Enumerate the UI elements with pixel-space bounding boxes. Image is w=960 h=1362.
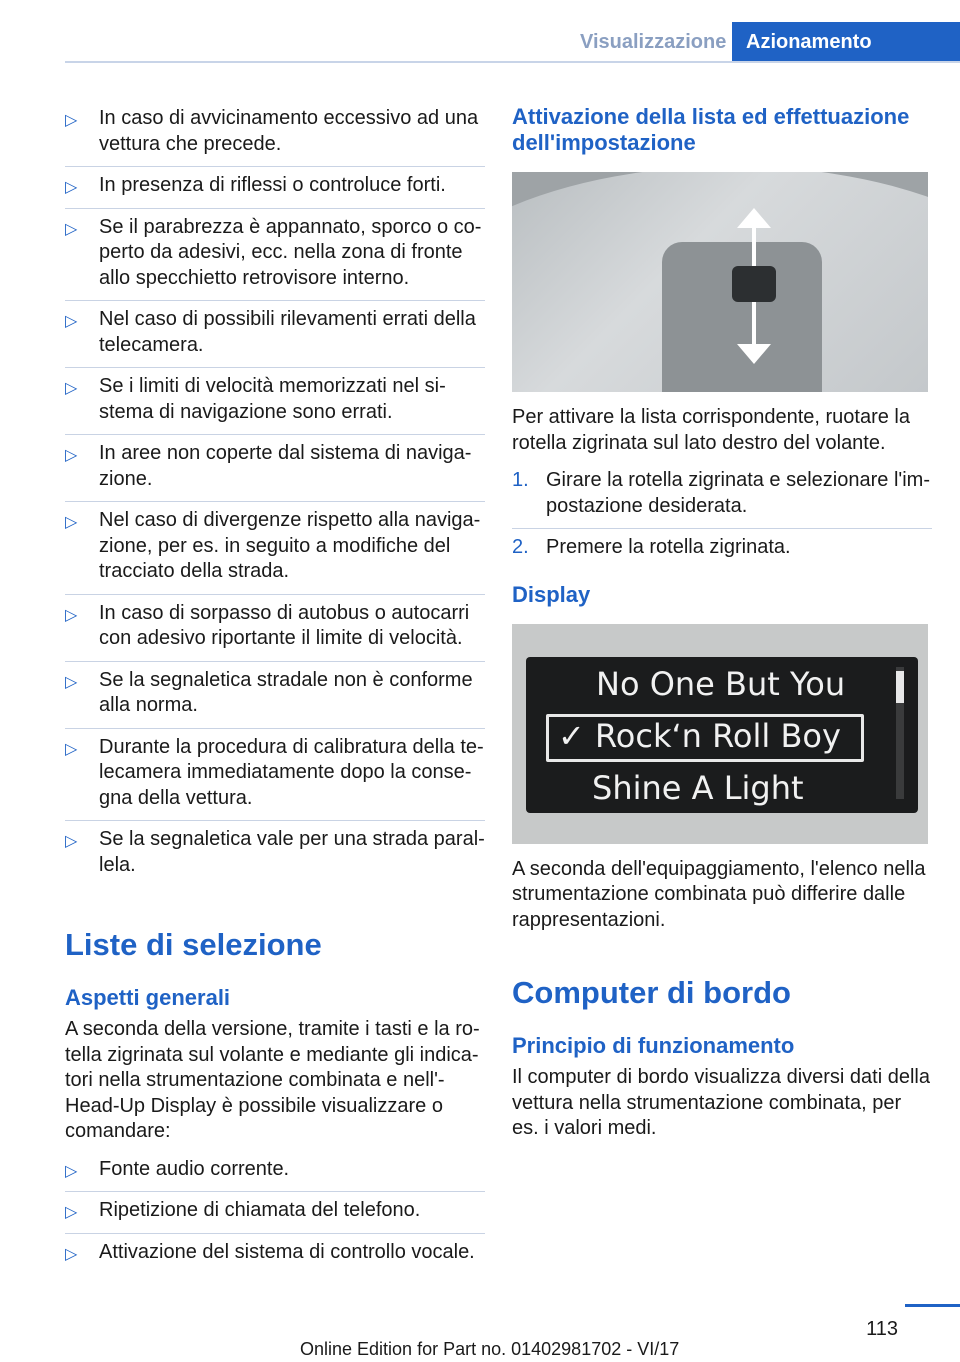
- list-item-text: Nel caso di divergenze rispetto alla naviga‐zione, per es. in seguito a modifiche del tracciato della strada.: [99, 509, 481, 582]
- list-item-text: Se la segnaletica stradale non è conforme alla norma.: [99, 668, 473, 716]
- triangle-bullet-icon: ▷: [65, 313, 78, 330]
- step-number: 1.: [512, 469, 529, 491]
- computer-paragraph: Il computer di bordo visualizza diversi dati della vettura nella strumentazione combinata, per es. i valori medi.: [512, 1066, 930, 1139]
- list-item: [65, 729, 485, 822]
- list-item: [65, 301, 485, 368]
- list-item-text: Fonte audio corrente.: [99, 1157, 290, 1180]
- triangle-bullet-icon: ▷: [65, 112, 78, 129]
- triangle-bullet-icon: ▷: [65, 1204, 78, 1221]
- page-number: 113: [866, 1318, 898, 1340]
- list-item: [65, 209, 485, 302]
- tab-visualizzazione[interactable]: Visualizzazione: [580, 31, 727, 53]
- steering-wheel-spoke: [662, 242, 822, 392]
- header-tabs: [560, 22, 960, 62]
- controllable-items-list: [65, 1151, 485, 1275]
- triangle-bullet-icon: ▷: [65, 740, 78, 758]
- list-item: [65, 595, 485, 662]
- step-text: Girare la rotella zigrinata e selezionare l'im‐postazione desiderata.: [546, 469, 930, 517]
- instrument-display-screen: [526, 657, 918, 813]
- list-item-text: In aree non coperte dal sistema di naviga‐zione.: [99, 442, 472, 490]
- section-title-liste: Liste di selezione: [65, 927, 322, 962]
- arrow-down-icon: [737, 344, 771, 364]
- list-item: [65, 821, 485, 887]
- steps-list: [512, 462, 932, 570]
- steering-wheel-illustration: [512, 172, 928, 392]
- list-item-text: Attivazione del sistema di controllo vocale.: [99, 1240, 475, 1263]
- list-item: [65, 100, 485, 167]
- triangle-bullet-icon: ▷: [65, 514, 78, 531]
- subsection-title-aspetti: Aspetti generali: [65, 985, 231, 1010]
- right-column: [512, 100, 932, 1142]
- header-divider: [65, 61, 960, 63]
- thumbwheel: [732, 266, 776, 302]
- subsection-title-principio: Principio di funzionamento: [512, 1033, 795, 1058]
- list-item: [65, 662, 485, 729]
- display-row-1: No One But You: [596, 664, 846, 703]
- list-item-text: Se il parabrezza è appannato, sporco o co‐perto da adesivi, ecc. nella zona di fronte allo specchietto retrovisore interno.: [99, 215, 482, 289]
- list-item-text: Se i limiti di velocità memorizzati nel si‐stema di navigazione sono errati.: [99, 375, 446, 423]
- list-item: [65, 167, 485, 209]
- list-item-text: Ripetizione di chiamata del telefono.: [99, 1199, 421, 1221]
- display-paragraph: A seconda dell'equipaggiamento, l'elenco nella strumentazione combinata può differire dalle rappresentazioni.: [512, 857, 926, 931]
- section-title-computer: Computer di bordo: [512, 975, 791, 1010]
- edition-footer: Online Edition for Part no. 01402981702 - VI/17: [300, 1339, 680, 1359]
- step-item: [512, 529, 932, 570]
- footer-divider: [905, 1304, 960, 1307]
- intro-paragraph: A seconda della versione, tramite i tasti e la ro‐tella zigrinata sul volante e mediante gli indica‐tori nella strumentazione combinata e nell'‐Head-Up Display è possibile visualizzare o comandare:: [65, 1018, 480, 1142]
- triangle-bullet-icon: ▷: [65, 380, 78, 397]
- triangle-bullet-icon: ▷: [65, 606, 78, 624]
- triangle-bullet-icon: ▷: [65, 833, 78, 850]
- activation-paragraph: Per attivare la lista corrispondente, ruotare la rotella zigrinata sul lato destro del volante.: [512, 406, 910, 454]
- list-item: [65, 1192, 485, 1234]
- subsection-title-display: Display: [512, 581, 591, 607]
- display-scrollbar-thumb: [896, 671, 904, 703]
- list-item-text: In caso di sorpasso di autobus o autocarri con adesivo riportante il limite di velocità.: [99, 601, 470, 649]
- arrow-up-icon: [737, 208, 771, 228]
- list-item: [65, 1234, 485, 1275]
- tab-azionamento[interactable]: Azionamento: [732, 22, 960, 62]
- triangle-bullet-icon: ▷: [65, 1245, 78, 1263]
- left-column: [65, 100, 485, 1274]
- step-text: Premere la rotella zigrinata.: [546, 536, 791, 558]
- display-row-2-selected: ✓ Rock‘n Roll Boy: [558, 716, 841, 755]
- display-illustration: [512, 624, 928, 844]
- subsection-title-attivazione: Attivazione della lista ed effettuazione dell'impostazione: [512, 104, 910, 155]
- list-item-text: Se la segnaletica vale per una strada paral‐lela.: [99, 828, 485, 876]
- triangle-bullet-icon: ▷: [65, 673, 78, 691]
- list-item-text: In presenza di riflessi o controluce forti.: [99, 174, 446, 196]
- triangle-bullet-icon: ▷: [65, 179, 78, 196]
- list-item-text: In caso di avvicinamento eccessivo ad una vettura che precede.: [99, 107, 479, 155]
- list-item-text: Durante la procedura di calibratura della te‐lecamera immediatamente dopo la conse‐gna della vettura.: [99, 735, 484, 809]
- list-item: [65, 435, 485, 502]
- step-item: [512, 462, 932, 529]
- triangle-bullet-icon: ▷: [65, 447, 78, 464]
- triangle-bullet-icon: ▷: [65, 1162, 78, 1180]
- step-number: 2.: [512, 536, 529, 558]
- triangle-bullet-icon: ▷: [65, 220, 78, 238]
- list-item: [65, 1151, 485, 1193]
- list-item: [65, 502, 485, 595]
- display-row-3: Shine A Light: [592, 768, 804, 807]
- list-item-text: Nel caso di possibili rilevamenti errati della telecamera.: [99, 308, 476, 356]
- list-item: [65, 368, 485, 435]
- conditions-list: [65, 100, 485, 887]
